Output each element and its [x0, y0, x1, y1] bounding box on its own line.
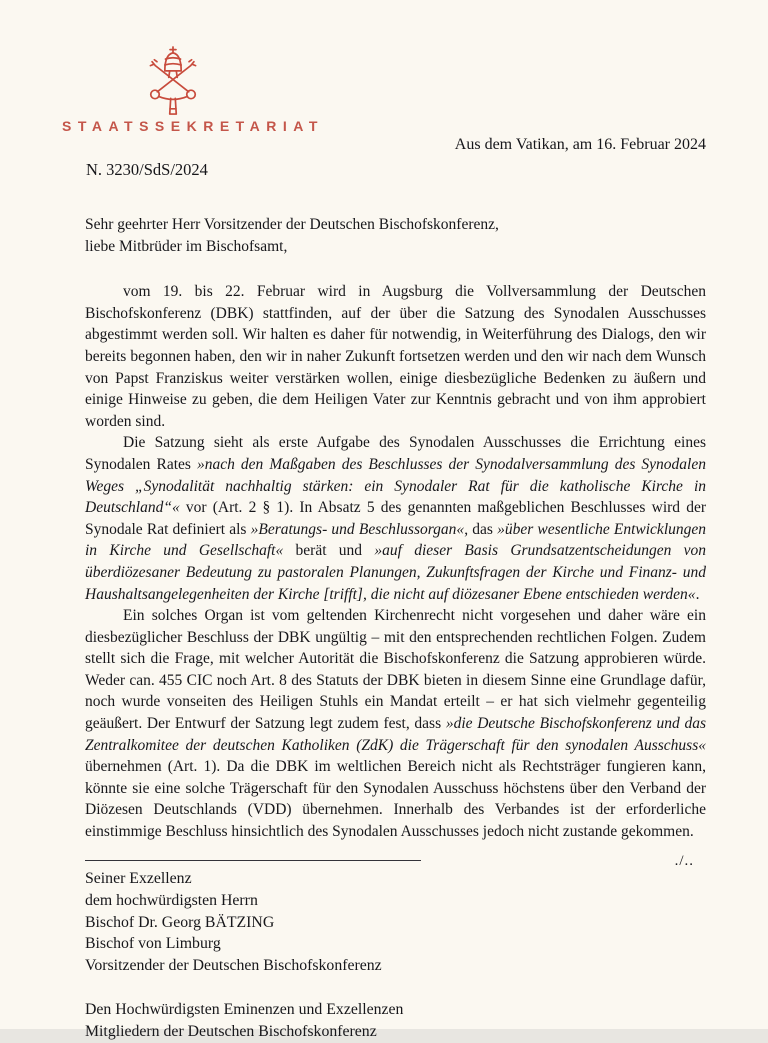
paragraph-2-run-7: berät und [283, 542, 375, 560]
addressee-line: Bischof Dr. Georg BÄTZING [85, 913, 275, 931]
continuation-mark: ./.. [674, 852, 694, 869]
vatican-crest-icon [128, 46, 218, 118]
addressee-block [85, 868, 645, 977]
paragraph-3 [85, 605, 706, 843]
footer [85, 860, 645, 1043]
paragraph-2-quote-1: »nach den Maßgaben des Beschlusses der Synodalversammlung des Synodalen Weges „Synodalität nachhaltig stärken: ein Synodaler Rat für die katholische Kirche in Deutschland“« [85, 455, 706, 517]
paragraph-2-quote-3: »über wesentliche Entwicklungen in Kirche und Gesellschaft« [85, 520, 707, 560]
paragraph-2-run-1: Die Satzung sieht als erste Aufgabe des Synodalen Ausschusses die Errichtung eines Synodalen Rates [85, 434, 706, 473]
paragraph-2-run-9: . [695, 585, 700, 603]
cc-line: Den Hochwürdigsten Eminenzen und Exzellenzen [85, 1000, 404, 1018]
paragraph-2 [85, 432, 706, 605]
addressee-line: dem hochwürdigsten Herrn [85, 891, 258, 909]
dateline: Aus dem Vatikan, am 16. Februar 2024 [454, 136, 706, 153]
addressee-line: Seiner Exzellenz [85, 870, 192, 887]
footer-divider [85, 860, 421, 861]
paragraph-2-run-3: vor (Art. 2 § 1). In Absatz 5 des genannten maßgeblichen Beschlusses wird der Synodale Rat definiert als [85, 499, 706, 538]
paragraph-1-text: vom 19. bis 22. Februar wird in Augsburg die Vollversammlung der Deutschen Bischofskonferenz (DBK) stattfinden, auf der über die Satzung des Synodalen Ausschusses abgestimmt werden soll. Wir halten es daher für notwendig, in Weiterführung des Dialogs, den wir bereits begonnen haben, den wir in naher Zukunft fortsetzen werden und den wir nach dem Wunsch von Papst Franziskus weiter verstärken wollen, einige diesbezügliche Bedenken zu äußern und einige Hinweise zu geben, die dem Heiligen Vater zur Kenntnis gebracht und von ihm approbiert worden sind. [85, 283, 706, 430]
paragraph-2-run-5: , das [464, 520, 498, 538]
reference-number: N. 3230/SdS/2024 [86, 160, 208, 179]
letterhead-title: STAATSSEKRETARIAT [62, 118, 324, 134]
paragraph-2-quote-4: »auf dieser Basis Grundsatzentscheidungen von überdiözesaner Bedeutung zu pastoralen Planungen, Zukunftsfragen der Kirche und Finanz- und Haushaltsangelegenheiten der Kirche [trifft], die nicht auf diözesaner Ebene entschieden werden« [85, 542, 707, 603]
cc-line: Mitgliedern der Deutschen Bischofskonferenz [85, 1022, 377, 1040]
letter-body [85, 214, 706, 872]
salutation-line-2: liebe Mitbrüder im Bischofsamt, [85, 237, 288, 255]
cc-block [85, 999, 645, 1043]
paragraph-2-quote-2: »Beratungs- und Beschlussorgan« [250, 520, 465, 538]
paragraph-3-run-1: Ein solches Organ ist vom geltenden Kirchenrecht nicht vorgesehen und daher wäre ein diesbezüglicher Beschluss der DBK ungültig – mit den entsprechenden rechtlichen Folgen. Zudem stellt sich die Frage, mit welcher Autorität die Bischofskonferenz die Satzung approbieren würde. Weder can. 455 CIC noch Art. 8 des Statuts der DBK bieten in diesem Sinne eine Grundlage dafür, noch wurde vonseiten des Heiligen Stuhls ein Mandat erteilt – er hat sich vielmehr gegenteilig geäußert. Der Entwurf der Satzung legt zudem fest, dass [85, 607, 706, 733]
salutation-line-1: Sehr geehrter Herr Vorsitzender der Deutschen Bischofskonferenz, [85, 216, 499, 233]
salutation [85, 214, 706, 257]
paragraph-3-quote-1: »die Deutsche Bischofskonferenz und das Zentralkomitee der deutschen Katholiken (ZdK) die Trägerschaft für den synodalen Ausschuss« [85, 715, 706, 754]
addressee-line: Vorsitzender der Deutschen Bischofskonferenz [85, 957, 382, 975]
addressee-line: Bischof von Limburg [85, 935, 221, 953]
paragraph-1 [85, 281, 706, 432]
paragraph-3-run-3: übernehmen (Art. 1). Da die DBK im weltlichen Bereich nicht als Rechtsträger fungieren kann, könnte sie eine solche Trägerschaft für den Synodalen Ausschuss höchstens über den Verband der Diözesen Deutschlands (VDD) übernehmen. Innerhalb des Verbandes ist der erforderliche einstimmige Beschluss hinsichtlich des Synodalen Ausschusses jedoch nicht zustande gekommen. [85, 758, 706, 841]
